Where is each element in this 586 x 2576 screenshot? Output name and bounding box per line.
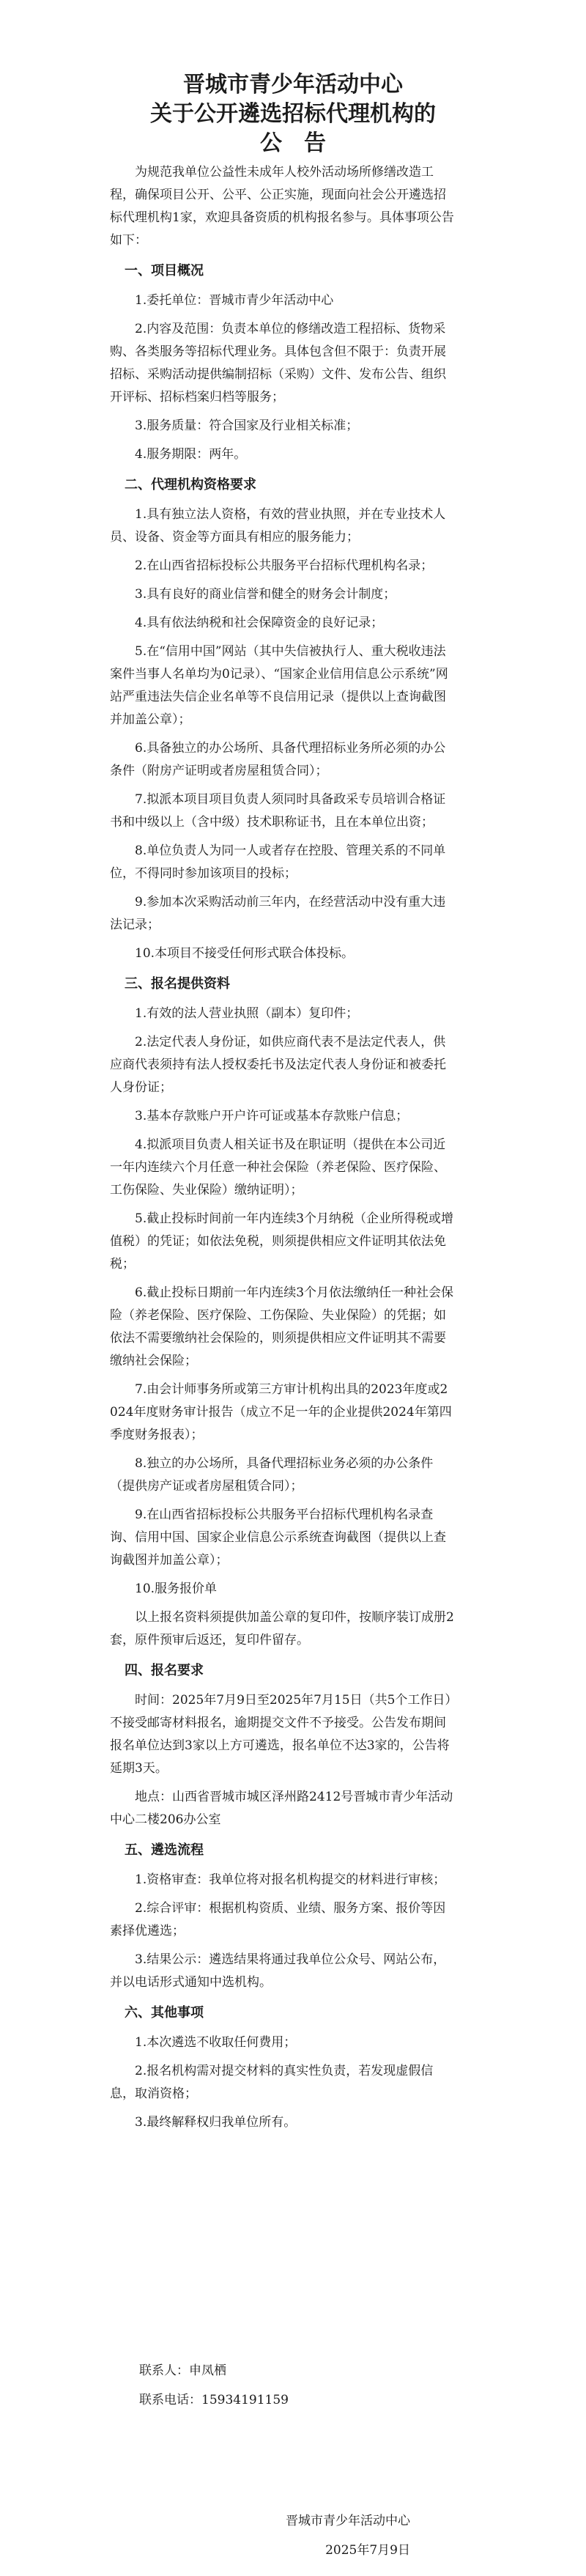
section-heading: 五、遴选流程 [125,1842,204,1858]
section-item: 7.拟派本项目项目负责人须同时具备政采专员培训合格证书和中级以上（含中级）技术职称证书，且在本单位出资； [110,792,446,830]
section-item: 2.法定代表人身份证，如供应商代表不是法定代表人，供应商代表须持有法人授权委托书及法定代表人身份证和被委托人身份证； [110,1035,446,1095]
section-item: 地点：山西省晋城市城区泽州路2412号晋城市青少年活动中心二楼206办公室 [110,1790,453,1827]
section-item: 2.在山西省招标投标公共服务平台招标代理机构名录； [135,558,434,573]
section-item: 10.本项目不接受任何形式联合体投标。 [135,946,355,961]
section-item: 3.最终解释权归我单位所有。 [135,2115,297,2130]
section-item: 3.具有良好的商业信誉和健全的财务会计制度； [135,587,396,602]
section-item: 6.具备独立的办公场所、具备代理招标业务所必须的办公条件（附房产证明或者房屋租赁合同）； [110,741,446,778]
contact-block [139,2356,289,2415]
section-item: 3.基本存款账户开户许可证或基本存款账户信息； [135,1109,409,1123]
section-item: 4.服务期限：两年。 [135,447,247,462]
section-heading: 三、报名提供资料 [125,976,230,992]
section-heading: 四、报名要求 [125,1663,204,1678]
title-line-1: 晋城市青少年活动中心 [183,72,403,97]
section-item: 6.截止投标日期前一年内连续3个月依法缴纳任一种社会保险（养老保险、医疗保险、工伤保险、失业保险）的凭据；如依法不需要缴纳社会保险的，则须提供相应文件证明其不需要缴纳社会保险； [110,1285,454,1368]
section-item: 10.服务报价单 [135,1582,218,1596]
section-item: 5.截止投标时间前一年内连续3个月纳税（企业所得税或增值税）的凭证；如依法免税，则须提供相应文件证明其依法免税； [110,1211,454,1272]
section-heading: 一、项目概况 [125,263,204,278]
contact-person: 联系人：申凤栖 [139,2363,226,2378]
signature-block [286,2506,410,2565]
title-line-3: 公 告 [260,130,326,156]
section-item: 1.具有独立法人资格，有效的营业执照，并在专业技术人员、设备、资金等方面具有相应的服务能力； [110,507,446,545]
section-item: 1.本次遴选不收取任何费用； [135,2035,297,2050]
section-heading: 二、代理机构资格要求 [125,477,256,492]
section-item: 4.具有依法纳税和社会保障资金的良好记录； [135,616,384,630]
section-note: 以上报名资料须提供加盖公章的复印件，按顺序装订成册2套，原件预审后返还，复印件留存。 [110,1610,454,1647]
section-item: 2.内容及范围：负责本单位的修缮改造工程招标、货物采购、各类服务等招标代理业务。具体包含但不限于：负责开展招标、采购活动提供编制招标（采购）文件、发布公告、组织开评标、招标档案归档等服务； [110,322,446,405]
title-line-2: 关于公开遴选招标代理机构的 [150,101,436,127]
section-heading: 六、其他事项 [125,2005,204,2020]
signature-date: 2025年7月9日 [325,2543,410,2558]
section-item: 2.报名机构需对提交材料的真实性负责，若发现虚假信息，取消资格； [110,2064,434,2101]
section-item: 5.在“信用中国”网站（其中失信被执行人、重大税收违法案件当事人名单均为0记录）、“国家企业信用信息公示系统”网站严重违法失信企业名单等不良信用记录（提供以上查询截图并加盖公章）； [110,644,448,727]
section-item: 9.在山西省招标投标公共服务平台招标代理机构名录查询、信用中国、国家企业信息公示系统查询截图（提供以上查询截图并加盖公章）； [110,1507,446,1568]
section-item: 2.综合评审：根据机构资质、业绩、服务方案、报价等因素择优遴选； [110,1901,446,1938]
sections-container [110,259,454,2134]
section-item: 4.拟派项目负责人相关证书及在职证明（提供在本公司近一年内连续六个月任意一种社会保险（养老保险、医疗保险、工伤保险、失业保险）缴纳证明）； [110,1137,446,1197]
signature-org: 晋城市青少年活动中心 [286,2514,410,2528]
notice-body [110,161,454,2140]
contact-phone: 联系电话：15934191159 [139,2393,289,2407]
section-item: 3.服务质量：符合国家及行业相关标准； [135,418,359,433]
section-item: 8.单位负责人为同一人或者存在控股、管理关系的不同单位，不得同时参加该项目的投标； [110,844,446,881]
section-item: 9.参加本次采购活动前三年内，在经营活动中没有重大违法记录； [110,895,446,932]
section-item: 3.结果公示：遴选结果将通过我单位公众号、网站公布，并以电话形式通知中选机构。 [110,1952,446,1990]
section-item: 时间：2025年7月9日至2025年7月15日（共5个工作日）不接受邮寄材料报名，逾期提交文件不予接受。公告发布期间报名单位达到3家以上方可遴选，报名单位不达3家的，公告将延期3天。 [110,1693,451,1776]
intro-paragraph: 为规范我单位公益性未成年人校外活动场所修缮改造工程，确保项目公开、公平、公正实施，现面向社会公开遴选招标代理机构1家，欢迎具备资质的机构报名参与。具体事项公告如下： [110,165,454,248]
section-item: 1.委托单位：晋城市青少年活动中心 [135,293,334,308]
section-item: 7.由会计师事务所或第三方审计机构出具的2023年度或2024年度财务审计报告（成立不足一年的企业提供2024年第四季度财务报表）； [110,1382,452,1442]
section-item: 8.独立的办公场所，具备代理招标业务必须的办公条件（提供房产证或者房屋租赁合同）； [110,1456,434,1494]
section-item: 1.有效的法人营业执照（副本）复印件； [135,1006,359,1021]
section-item: 1.资格审查：我单位将对报名机构提交的材料进行审核； [135,1872,446,1887]
